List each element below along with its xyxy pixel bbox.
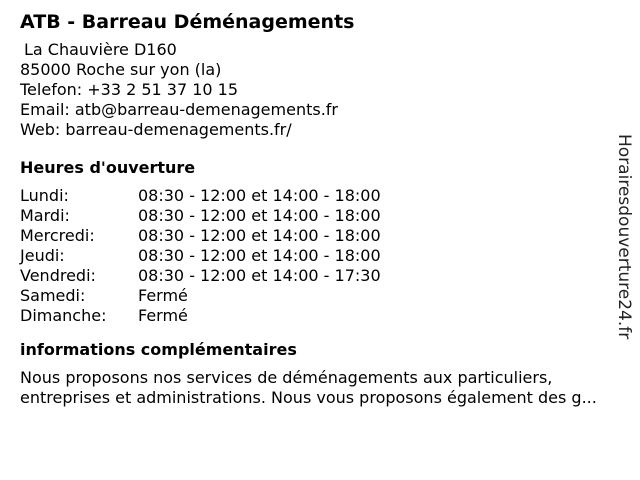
hours-row-thursday (20, 246, 381, 266)
day-label: Dimanche: (20, 306, 107, 325)
address-city: 85000 Roche sur yon (la) (20, 60, 222, 79)
day-hours: Fermé (138, 306, 188, 325)
email-address: Email: atb@barreau-demenagements.fr (20, 100, 338, 119)
day-label: Vendredi: (20, 266, 96, 285)
watermark-text: Horairesdouverture24.fr (614, 134, 634, 340)
hours-row-monday (20, 186, 381, 206)
address-street: La Chauvière D160 (24, 40, 177, 59)
hours-row-friday (20, 266, 381, 286)
opening-hours-table (20, 186, 381, 326)
phone-number: Telefon: +33 2 51 37 10 15 (20, 80, 239, 99)
additional-info-heading: informations complémentaires (20, 340, 297, 359)
day-label: Samedi: (20, 286, 86, 305)
day-label: Lundi: (20, 186, 69, 205)
business-name: ATB - Barreau Déménagements (20, 11, 355, 33)
day-hours: 08:30 - 12:00 et 14:00 - 18:00 (138, 186, 381, 205)
opening-hours-heading: Heures d'ouverture (20, 158, 196, 177)
additional-info-text: Nous proposons nos services de déménagements aux particuliers, entreprises et administrations. Nous vous proposons également des g... (20, 368, 597, 407)
day-hours: 08:30 - 12:00 et 14:00 - 18:00 (138, 206, 381, 225)
website-url: Web: barreau-demenagements.fr/ (20, 120, 292, 139)
hours-row-wednesday (20, 226, 381, 246)
contact-block (20, 40, 620, 140)
day-label: Jeudi: (20, 246, 65, 265)
day-label: Mardi: (20, 206, 70, 225)
site-watermark (611, 134, 637, 346)
hours-row-sunday (20, 306, 381, 326)
hours-row-tuesday (20, 206, 381, 226)
day-hours: 08:30 - 12:00 et 14:00 - 18:00 (138, 226, 381, 245)
hours-row-saturday (20, 286, 381, 306)
day-label: Mercredi: (20, 226, 95, 245)
day-hours: 08:30 - 12:00 et 14:00 - 17:30 (138, 266, 381, 285)
business-card (20, 8, 620, 408)
day-hours: Fermé (138, 286, 188, 305)
day-hours: 08:30 - 12:00 et 14:00 - 18:00 (138, 246, 381, 265)
